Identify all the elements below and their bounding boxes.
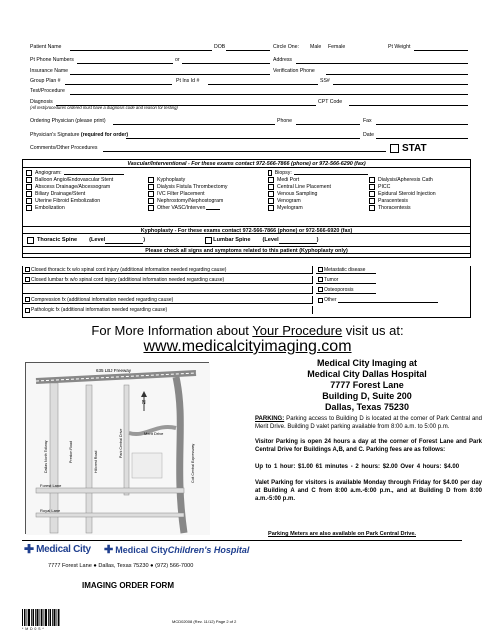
form-title: IMAGING ORDER FORM	[82, 581, 174, 590]
checkbox-label: Other VASC/Interven	[157, 204, 206, 211]
sign-other[interactable]	[316, 296, 466, 304]
test-procedure-field[interactable]	[70, 94, 468, 95]
checkbox-box[interactable]	[318, 287, 323, 292]
checkbox-label: Dialysis Fistula Thrombectomy	[157, 183, 228, 190]
checkbox-label: Epidural Steroid Injection	[378, 190, 436, 197]
checkbox-venogram[interactable]	[268, 197, 368, 204]
vascular-header: Vascular/Interventional - For these exams contact 972-566-7866 (phone) or 972-566-6290 (fax)	[23, 160, 470, 168]
checkbox-box[interactable]	[26, 205, 32, 211]
address-city: Dallas, Texas 75230	[325, 402, 409, 412]
checkbox-box[interactable]	[148, 198, 154, 204]
sign-closed-thoracic[interactable]	[23, 266, 313, 274]
cpt-code-field[interactable]	[349, 105, 468, 106]
stat-label: STAT	[402, 143, 427, 154]
checkbox-box[interactable]	[318, 267, 323, 272]
map-royal-label: Royal Lane	[40, 508, 61, 513]
sign-label: Compression fx (additional information needed regarding cause)	[31, 296, 174, 303]
checkbox-box[interactable]	[268, 198, 274, 204]
pt-phone-label: Pt Phone Numbers	[30, 57, 74, 63]
checkbox-paracentesis[interactable]	[369, 197, 469, 204]
other-vasc-field[interactable]	[206, 209, 220, 210]
childrens-cross-icon: ✚	[104, 544, 114, 556]
map-graphic	[26, 363, 210, 535]
checkbox-medi-port[interactable]	[268, 176, 368, 183]
checkbox-epidural-steroid[interactable]	[369, 190, 469, 197]
parking-meters: Parking Meters are also available on Park Central Drive.	[268, 531, 416, 537]
checkbox-box[interactable]	[268, 184, 274, 190]
checkbox-label: IVC Filter Placement	[157, 190, 205, 197]
vascular-col-2	[148, 176, 268, 211]
dob-label: DOB	[214, 44, 226, 50]
checkbox-box[interactable]	[25, 277, 30, 282]
map-freeway-label: 635 LBJ Freeway	[96, 368, 132, 373]
test-procedure-label: Test/Procedure	[30, 88, 65, 94]
footer	[0, 540, 495, 640]
checkbox-dialysis-apheresis[interactable]	[369, 176, 469, 183]
map-merit-label: Merit Drive	[144, 431, 164, 436]
map-coit-label: Coit Central Expressway	[191, 443, 195, 483]
pt-weight-label: Pt Weight	[388, 44, 411, 50]
patient-name-label: Patient Name	[30, 44, 62, 50]
checkbox-central-line[interactable]	[268, 183, 368, 190]
checkbox-embolization[interactable]	[26, 204, 146, 211]
group-plan-field[interactable]	[65, 84, 172, 85]
map-park-central-label: Park Central Drive	[119, 428, 123, 458]
group-plan-label: Group Plan #	[30, 78, 61, 84]
checkbox-balloon-angio[interactable]	[26, 176, 146, 183]
male-option[interactable]: Male	[310, 44, 322, 50]
sign-pathologic-fx[interactable]	[23, 306, 313, 314]
lumbar-level-field[interactable]	[279, 243, 317, 244]
address-field[interactable]	[296, 63, 468, 64]
visitor-parking: Visitor Parking is open 24 hours a day at the corner of Forest Lane and Park Central Drive for Buildings A,B, and C. Parking fees are as follows:	[255, 439, 482, 453]
checkbox-dialysis-fistula[interactable]	[148, 183, 268, 190]
signs-header: Please check all signs and symptoms related to this patient (Kyphoplasty only)	[23, 246, 470, 254]
lumbar-spine-option[interactable]	[205, 237, 250, 244]
thoracic-level-open: (Level	[89, 237, 106, 243]
angiogram-field[interactable]	[64, 174, 124, 175]
map-hillcrest-label: Hillcrest Road	[94, 450, 98, 473]
checkbox-box[interactable]	[318, 298, 323, 303]
patient-name-field[interactable]	[70, 50, 212, 51]
checkbox-box[interactable]	[26, 184, 32, 190]
logo-text: Medical City	[36, 543, 91, 555]
map-north-label: N	[142, 400, 146, 406]
checkbox-box[interactable]	[268, 191, 274, 197]
footer-divider	[22, 540, 462, 541]
sign-label: Metastatic disease	[324, 266, 366, 273]
physician-signature-field[interactable]	[126, 138, 360, 139]
checkbox-box[interactable]	[25, 267, 30, 272]
checkbox-box[interactable]	[26, 191, 32, 197]
date-label: Date	[363, 132, 374, 138]
vascular-interventional-section	[22, 159, 471, 258]
address-name: Medical City Imaging at	[316, 358, 418, 368]
dob-field[interactable]	[226, 50, 270, 51]
checkbox-picc[interactable]	[369, 183, 469, 190]
diagnosis-label: Diagnosis	[30, 99, 53, 105]
checkbox-myelogram[interactable]	[268, 204, 368, 211]
checkbox-label: PICC	[378, 183, 391, 190]
spine-level-row	[23, 234, 470, 246]
verification-phone-label: Verification Phone	[273, 68, 315, 74]
sign-metastatic[interactable]	[316, 266, 376, 274]
address-street: 7777 Forest Lane	[330, 380, 404, 390]
kyphoplasty-header: Kyphoplasty - For these exams contact 972-566-7866 (phone) or 972-566-6920 (fax)	[23, 226, 470, 234]
valet-parking: Valet Parking for visitors is available Monday through Friday for $4.00 per day at Building A and C from 8:00 a.m.-6:00 p.m., and at Building D from 8:00 a.m.-5:00 p.m.	[255, 480, 482, 502]
checkbox-label: Biopsy:	[274, 169, 292, 176]
checkbox-label: Balloon Angio/Endovascular Stent	[35, 176, 114, 183]
more-info-line	[0, 324, 495, 338]
checkbox-box[interactable]	[148, 191, 154, 197]
stat-checkbox[interactable]	[390, 143, 427, 154]
vascular-col-3	[268, 169, 368, 211]
checkbox-label: Uterine Fibroid Embolization	[35, 197, 101, 204]
checkbox-abscess-drainage[interactable]	[26, 183, 146, 190]
cpt-code-label: CPT Code	[318, 99, 343, 105]
checkbox-other-vasc[interactable]	[148, 204, 268, 211]
circle-one-label: Circle One:	[273, 44, 299, 50]
checkbox-box[interactable]	[369, 205, 375, 211]
fax-label: Fax	[363, 118, 372, 124]
verification-phone-field[interactable]	[326, 74, 468, 75]
checkbox-kyphoplasty[interactable]	[148, 176, 268, 183]
ss-field[interactable]	[333, 84, 468, 85]
checkbox-label: Paracentesis	[378, 197, 408, 204]
sign-label: Closed lumbar fx w/o spinal cord injury (additional information needed regarding cause)	[31, 276, 225, 283]
checkbox-box[interactable]	[25, 308, 30, 313]
address-label: Address	[273, 57, 293, 63]
checkbox-box[interactable]	[268, 170, 272, 176]
checkbox-label: Venous Sampling	[277, 190, 318, 197]
info-link[interactable]: Your Procedure	[252, 323, 343, 338]
checkbox-venous-sampling[interactable]	[268, 190, 368, 197]
pt-phone-field-2[interactable]	[182, 63, 270, 64]
checkbox-label: Central Line Placement	[277, 183, 331, 190]
thoracic-level-close: )	[143, 237, 146, 243]
female-option[interactable]: Female	[328, 44, 346, 50]
diagnosis-note: (All test/procedures ordered must have a diagnosis code and reason for testing)	[30, 105, 178, 110]
location-address	[252, 358, 482, 413]
website-link[interactable]: www.medicalcityimaging.com	[143, 338, 352, 355]
parking-paragraph	[255, 415, 482, 431]
checkbox-label: Venogram	[277, 197, 301, 204]
parking-fees: Up to 1 hour: $1.00 61 minutes - 2 hours: $2.00 Over 4 hours: $4.00	[255, 464, 460, 470]
parking-text: Parking access to Building D is located at the corner of Park Central and Merit Drive. Building D valet parking available from 8:00 a.m. to 5:00 p.m.	[255, 416, 482, 430]
checkbox-box[interactable]	[318, 277, 323, 282]
checkbox-box[interactable]	[369, 184, 375, 190]
checkbox-angiogram[interactable]	[26, 169, 146, 176]
thoracic-level-field[interactable]	[105, 243, 143, 244]
checkbox-box[interactable]	[27, 237, 34, 244]
checkbox-box[interactable]	[148, 205, 154, 211]
sign-label: Closed thoracic fx w/o spinal cord injury (additional information needed regarding cause)	[31, 266, 227, 273]
lumbar-spine-label: Lumbar Spine	[213, 237, 251, 243]
checkbox-label: Kyphoplasty	[157, 176, 186, 183]
phone-label: Phone	[277, 118, 293, 124]
ordering-physician-label: Ordering Physician (please print)	[30, 118, 106, 124]
vascular-col-4	[369, 176, 469, 211]
checkbox-box[interactable]	[148, 177, 154, 183]
checkbox-biliary-drainage[interactable]	[26, 190, 146, 197]
checkbox-label: Thoracentesis	[378, 204, 411, 211]
address-hospital: Medical City Dallas Hospital	[307, 369, 427, 379]
biopsy-field[interactable]	[294, 174, 368, 175]
thoracic-spine-label: Thoracic Spine	[37, 237, 78, 243]
insurance-name-field[interactable]	[70, 74, 270, 75]
sign-osteoporosis[interactable]	[316, 286, 376, 294]
fax-field[interactable]	[376, 124, 468, 125]
checkbox-box[interactable]	[369, 191, 375, 197]
info-text-post: visit us at:	[342, 323, 404, 338]
medical-city-cross-icon: ✚	[24, 542, 35, 556]
logo2-text-b: Children's Hospital	[167, 544, 250, 555]
checkbox-label: Abscess Drainage/Abcessogram	[35, 183, 111, 190]
comments-label: Comments/Other Procedures	[30, 145, 98, 151]
checkbox-box[interactable]	[268, 177, 274, 183]
address-building: Building D, Suite 200	[322, 391, 412, 401]
info-text: For More Information about	[91, 323, 253, 338]
signs-symptoms-section	[22, 266, 471, 318]
more-info-banner	[0, 324, 495, 356]
location-map	[25, 362, 209, 534]
date-field[interactable]	[376, 138, 468, 139]
sign-closed-lumbar[interactable]	[23, 276, 313, 284]
pt-weight-field[interactable]	[414, 50, 468, 51]
checkbox-thoracentesis[interactable]	[369, 204, 469, 211]
checkbox-label: Nephrostomy/Nephostogram	[157, 197, 224, 204]
map-preston-label: Preston Road	[69, 441, 73, 463]
checkbox-box[interactable]	[369, 198, 375, 204]
checkbox-nephrostomy[interactable]	[148, 197, 268, 204]
checkbox-box[interactable]	[369, 177, 375, 183]
checkbox-biopsy[interactable]	[268, 169, 368, 176]
sign-compression-fx[interactable]	[23, 296, 313, 304]
form-code: MCD02008 (Rev. 11/12) Page 2 of 2	[172, 619, 237, 624]
ordering-physician-field[interactable]	[113, 124, 275, 125]
insurance-name-label: Insurance Name	[30, 68, 69, 74]
map-forest-label: Forest Lane	[40, 483, 62, 488]
checkbox-ivc-filter[interactable]	[148, 190, 268, 197]
childrens-hospital-logo	[104, 543, 249, 556]
phone-field[interactable]	[296, 124, 360, 125]
physician-signature-label: Physician's Signature (required for order)	[30, 132, 129, 138]
sign-label: Other	[324, 297, 337, 303]
lumbar-level-close: )	[316, 237, 319, 243]
barcode-text: * M D 0 S *	[22, 627, 45, 631]
checkbox-box[interactable]	[26, 177, 32, 183]
pt-ins-id-field[interactable]	[208, 84, 318, 85]
lumbar-level-open: (Level	[262, 237, 279, 243]
checkbox-label: Medi Port	[277, 176, 300, 183]
pt-ins-id-label: Pt Ins Id #	[176, 78, 200, 84]
sign-tumor[interactable]	[316, 276, 376, 284]
checkbox-box[interactable]	[25, 297, 30, 302]
checkbox-label: Dialysis/Apheresis Cath	[378, 176, 433, 183]
parking-label: PARKING:	[255, 416, 285, 422]
checkbox-box[interactable]	[205, 237, 212, 244]
checkbox-uterine-fibroid[interactable]	[26, 197, 146, 204]
checkbox-label: Myelogram	[277, 204, 303, 211]
checkbox-box[interactable]	[268, 205, 274, 211]
medical-city-logo	[24, 542, 91, 556]
vascular-col-1	[26, 169, 146, 211]
stat-box[interactable]	[390, 144, 399, 153]
or-label: or	[175, 57, 180, 63]
checkbox-box[interactable]	[26, 198, 32, 204]
sign-label: Pathologic fx (additional information needed regarding cause)	[31, 307, 168, 313]
checkbox-box[interactable]	[26, 170, 32, 176]
thoracic-spine-option[interactable]	[27, 237, 77, 244]
ss-label: SS#	[320, 78, 330, 84]
comments-field[interactable]	[103, 151, 386, 152]
checkbox-label: Biliary Drainage/Stent	[35, 190, 86, 197]
footer-address: 7777 Forest Lane ● Dallas, Texas 75230 ● (972) 566-7000	[48, 563, 194, 569]
checkbox-label: Embolization	[35, 204, 65, 211]
logo2-text-a: Medical City	[115, 544, 168, 555]
other-sign-field[interactable]	[338, 302, 438, 303]
checkbox-box[interactable]	[148, 184, 154, 190]
pt-phone-field-1[interactable]	[77, 63, 173, 64]
sign-blank-row	[23, 286, 313, 294]
checkbox-label: Angiogram:	[35, 169, 62, 176]
sign-label: Osteoporosis	[324, 286, 354, 293]
sign-label: Tumor	[324, 276, 339, 283]
map-tollway-label: Dallas North Tollway	[44, 440, 48, 473]
